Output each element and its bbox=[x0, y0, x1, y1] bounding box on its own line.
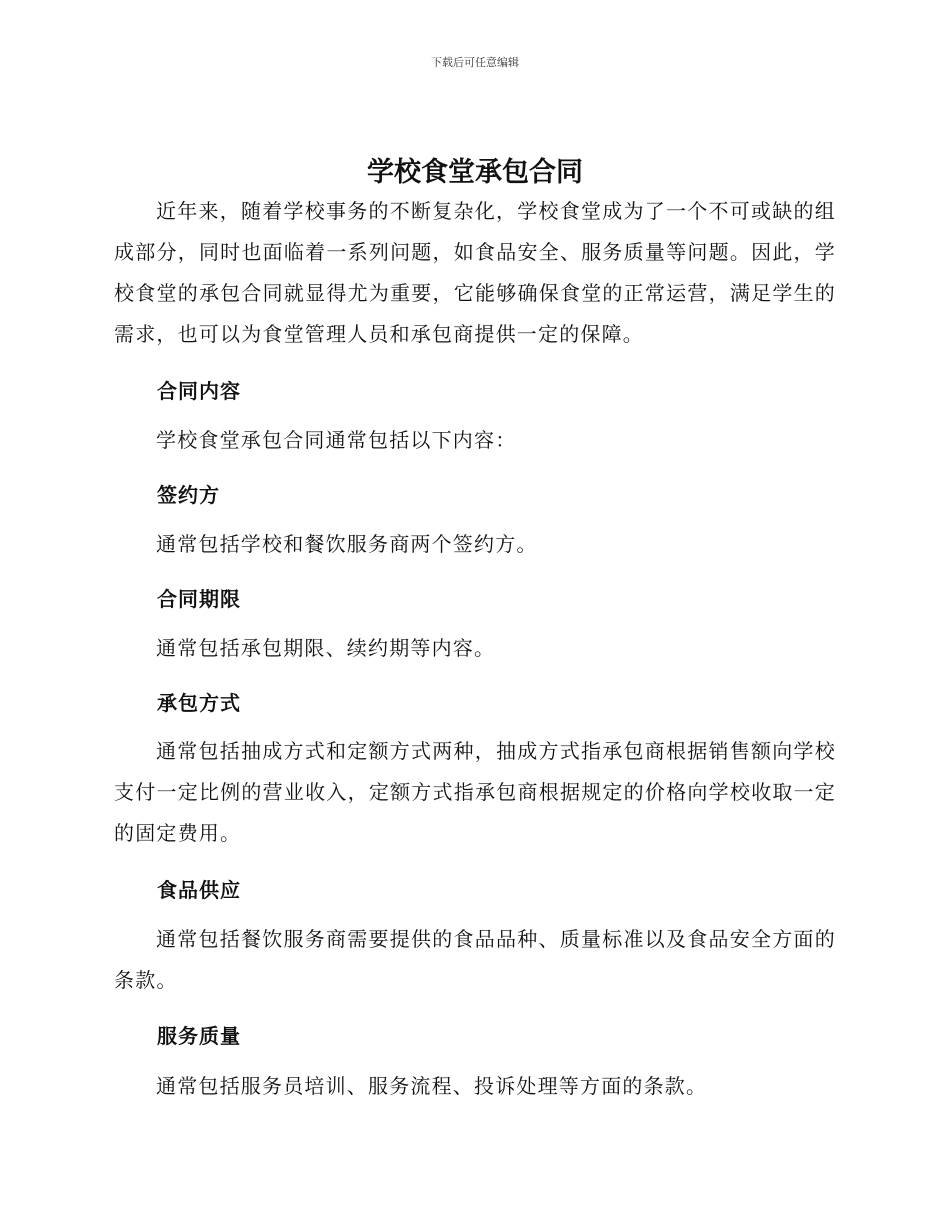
section-heading-food-supply: 食品供应 bbox=[157, 878, 241, 902]
section-heading-contract-content: 合同内容 bbox=[157, 379, 241, 403]
section-text-food-supply: 通常包括餐饮服务商需要提供的食品品种、质量标准以及食品安全方面的条款。 bbox=[114, 927, 836, 992]
section-text-parties: 通常包括学校和餐饮服务商两个签约方。 bbox=[156, 532, 538, 556]
header-note: 下载后可任意编辑 bbox=[431, 56, 519, 69]
section-heading-contract-method: 承包方式 bbox=[157, 691, 241, 715]
section-text-service-quality: 通常包括服务员培训、服务流程、投诉处理等方面的条款。 bbox=[156, 1074, 708, 1098]
section-text-contract-content: 学校食堂承包合同通常包括以下内容： bbox=[156, 428, 517, 452]
section-heading-term: 合同期限 bbox=[157, 587, 241, 611]
intro-paragraph: 近年来，随着学校事务的不断复杂化，学校食堂成为了一个不可或缺的组成部分，同时也面临着一系列问题，如食品安全、服务质量等问题。因此，学校食堂的承包合同就显得尤为重要，它能够确保食堂的正常运营，满足学生的需求，也可以为食堂管理人员和承包商提供一定的保障。 bbox=[114, 199, 836, 346]
section-text-term: 通常包括承包期限、续约期等内容。 bbox=[156, 636, 496, 660]
document-title: 学校食堂承包合同 bbox=[367, 157, 583, 188]
section-heading-parties: 签约方 bbox=[157, 483, 220, 507]
section-heading-service-quality: 服务质量 bbox=[157, 1024, 241, 1048]
section-text-contract-method: 通常包括抽成方式和定额方式两种，抽成方式指承包商根据销售额向学校支付一定比例的营业收入，定额方式指承包商根据规定的价格向学校收取一定的固定费用。 bbox=[114, 739, 836, 845]
